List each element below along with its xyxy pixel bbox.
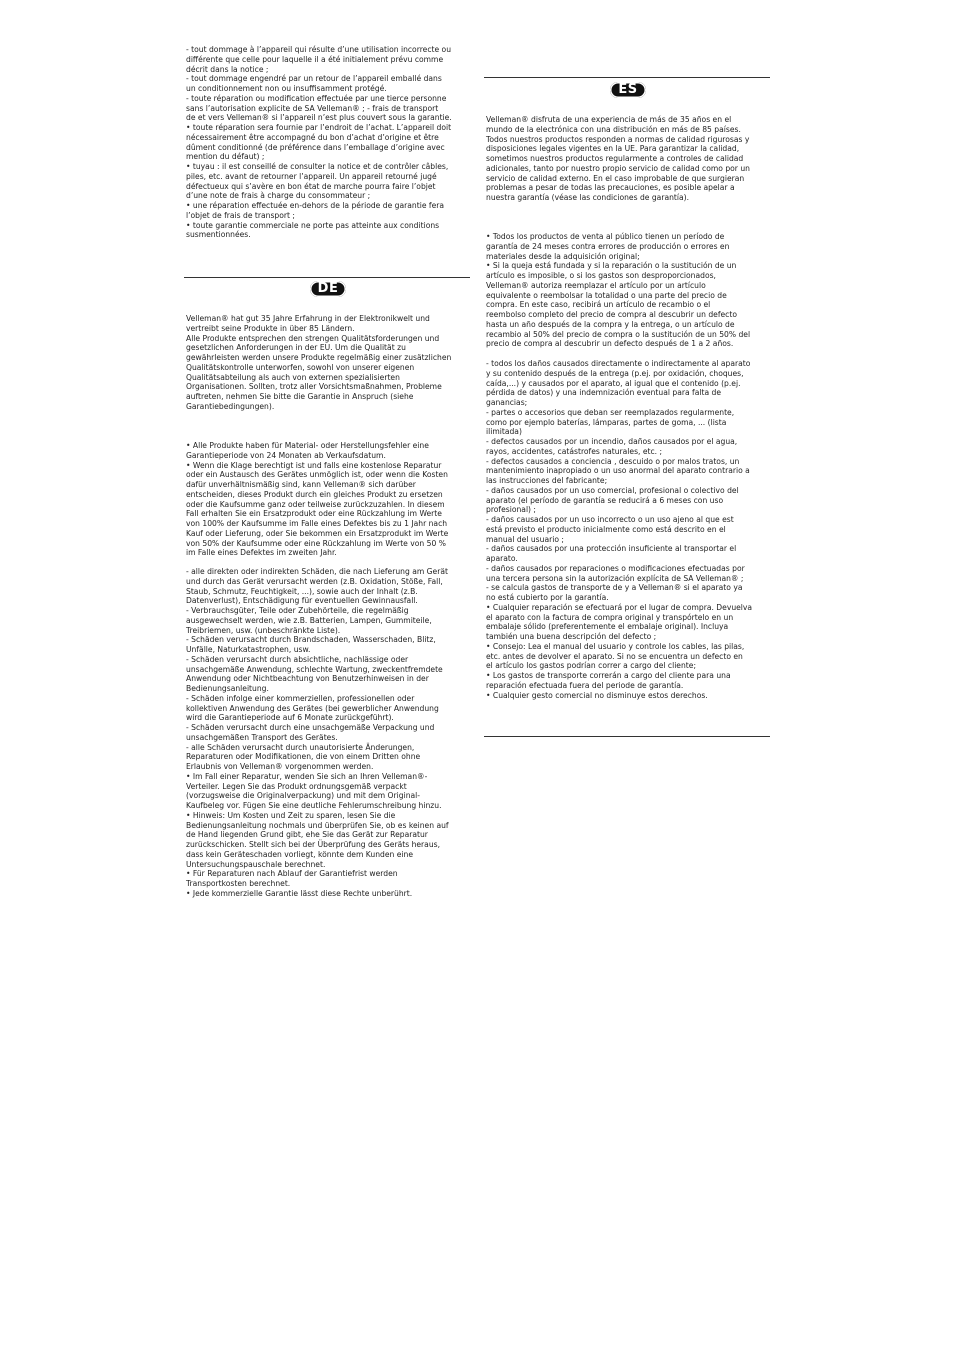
fr-guarantee-continuation: - tout dommage à l’appareil qui résulte d’une utilisation incorrecte ou différente que celle pour laquelle il a été initialement prévu comme décrit dans la notice ; - tout dommage engendré par un retour de l’appareil emballé dans un conditionnement non ou insuffisamment protégé. - toute réparation ou modification effectuée par une tierce personne sans l’autorisation explicite de SA Velleman® ; - frais de transport de et vers Velleman® si l’appareil n’est plus couvert sous la garantie. • toute réparation sera fournie par l’endroit de l’achat. L’appareil doit nécessairement être accompagné du bon d’achat d’origine et être dûment conditionné (de préférence dans l’emballage d’origine avec mention du défaut) ; • tuyau : il est conseillé de consulter la notice et de contrôler câbles, piles, etc. avant de retourner l’appareil. Un appareil retourné jugé défectueux qui s’avère en bon état de marche pourra faire l’objet d’une note de frais à charge du consommateur ; • une réparation effectuée en-dehors de la période de garantie fera l’objet de frais de transport ; • toute garantie commerciale ne porte pas atteinte aux conditions susmentionnées. (186, 45, 452, 240)
es-language-badge: ES (610, 82, 646, 98)
es-section-divider (484, 77, 770, 78)
es-guarantee-exclusions: - todos los daños causados directamente o indirectamente al aparato y su contenido después de la entrega (p.ej. por oxidación, choques, caída,...) y causados por el aparato, al igual que el contenido (p.ej. pérdida de datos) y una indemnización eventual para falta de ganancias; - partes o accesorios que deban ser reemplazados regularmente, como por ejemplo baterías, lámparas, partes de goma, ... (lista ilimitada) - defectos causados por un incendio, daños causados por el agua, rayos, accidentes, catástrofes naturales, etc. ; - defectos causados a conciencia , descuido o por malos tratos, un mantenimiento inapropiado o un uso anormal del aparato contrario a las instrucciones del fabricante; - daños causados por un uso comercial, profesional o colectivo del aparato (el período de garantía se reducirá a 6 meses con uso profesional) ; - daños causados por un uso incorrecto o un uso ajeno al que est está previsto el producto inicialmente como está descrito en el manual del usuario ; - daños causados por una protección insuficiente al transportar el aparato. - daños causados por reparaciones o modificaciones efectuadas por una tercera persona sin la autorización explícita de SA Velleman® ; - se calcula gastos de transporte de y a Velleman® si el aparato ya no está cubierto por la garantía. • Cualquier reparación se efectuará por el lugar de compra. Devuelva el aparato con la factura de compra original y transpórtelo en un embalaje sólido (preferentemente el embalaje original). Incluya también una buena descripción del defecto ; • Consejo: Lea el manual del usuario y controle los cables, las pilas, etc. antes de devolver el aparato. Si no se encuentra un defecto en el artículo los gastos podrían correr a cargo del cliente; • Los gastos de transporte correrán a cargo del cliente para una reparación efectuada fuera del periode de garantía. • Cualquier gesto comercial no disminuye estos derechos. (486, 359, 753, 700)
de-language-badge: DE (310, 281, 346, 297)
de-section-divider (184, 277, 470, 278)
es-intro-paragraph: Velleman® disfruta de una experiencia de más de 35 años en el mundo de la electrónica con una distribución en más de 85 países. Todos nuestros productos responden a normas de calidad rigurosas y disposiciones legales vigentes en la UE. Para garantizar la calidad, sometimos nuestros productos regularmente a controles de calidad adicionales, tanto por nuestro propio servicio de calidad como por un servicio de calidad externo. En el caso improbable de que surgieran problemas a pesar de todas las precauciones, es posible apelar a nuestra garantía (véase las condiciones de garantía). (486, 115, 750, 202)
de-guarantee-terms: • Alle Produkte haben für Material- oder Herstellungsfehler eine Garantieperiode von 24 Monaten ab Verkaufsdatum. • Wenn die Klage berechtigt ist und falls eine kostenlose Reparatur oder ein Austausch des Gerätes unmöglich ist, oder wenn die Kosten dafür unverhältnismäßig sind, kann Velleman® sich darüber entscheiden, dieses Produkt durch ein gleiches Produkt zu ersetzen oder die Kaufsumme ganz oder teilweise zurückzuzahlen. In diesem Fall erhalten Sie ein Ersatzprodukt oder eine Rückzahlung im Werte von 100% der Kaufsumme im Falle eines Defektes bis zu 1 Jahr nach Kauf oder Lieferung, oder Sie bekommen ein Ersatzprodukt im Werte von 50% der Kaufsumme oder eine Rückzahlung im Werte von 50 % im Falle eines Defektes im zweiten Jahr. (186, 441, 449, 558)
de-intro-paragraph: Velleman® hat gut 35 Jahre Erfahrung in der Elektronikwelt und vertreibt seine Produkte in über 85 Ländern. Alle Produkte entsprechen den strengen Qualitätsforderungen und gesetzlichen Anforderungen in der EU. Um die Qualität zu gewährleisten werden unsere Produkte regelmäßig einer zusätzlichen Qualitätskontrolle unterworfen, sowohl von unserer eigenen Qualitätsabteilung als auch von externen spezialisierten Organisationen. Sollten, trotz aller Vorsichtsmaßnahmen, Probleme auftreten, nehmen Sie bitte die Garantie in Anspruch (siehe Garantiebedingungen). (186, 314, 452, 411)
es-section-end-rule (484, 736, 770, 737)
es-guarantee-terms: • Todos los productos de venta al público tienen un período de garantía de 24 meses contra errores de producción o errores en materiales desde la adquisición original; • Si la queja está fundada y si la reparación o la sustitución de un artículo es imposible, o si los gastos son desproporcionados, Velleman® autoriza reemplazar el artículo por un artículo equivalente o reembolsar la totalidad o una parte del precio de compra. En este caso, recibirá un artículo de recambio o el reembolso completo del precio de compra al descubrir un defecto hasta un año después de la compra y la entrega, o un artículo de recambio al 50% del precio de compra o la sustitución de un 50% del precio de compra al descubrir un defecto después de 1 a 2 años. (486, 232, 751, 349)
de-guarantee-exclusions: - alle direkten oder indirekten Schäden, die nach Lieferung am Gerät und durch das Gerät verursacht werden (z.B. Oxidation, Stöße, Fall, Staub, Schmutz, Feuchtigkeit, ...), sowie auch der Inhalt (z.B. Datenverlust), Entschädigung für eventuellen Gewinnausfall. - Verbrauchsgüter, Teile oder Zubehörteile, die regelmäßig ausgewechselt werden, wie z.B. Batterien, Lampen, Gummiteile, Treibriemen, usw. (unbeschränkte Liste). - Schäden verursacht durch Brandschaden, Wasserschaden, Blitz, Unfälle, Naturkatastrophen, usw. - Schäden verursacht durch absichtliche, nachlässige oder unsachgemäße Anwendung, schlechte Wartung, zweckentfremdete Anwendung oder Nichtbeachtung von Benutzerhinweisen in der Bedienungsanleitung. - Schäden infolge einer kommerziellen, professionellen oder kollektiven Anwendung des Gerätes (bei gewerblicher Anwendung wird die Garantieperiode auf 6 Monate zurückgeführt). - Schäden verursacht durch eine unsachgemäße Verpackung und unsachgemäßen Transport des Gerätes. - alle Schäden verursacht durch unautorisierte Änderungen, Reparaturen oder Modifikationen, die von einem Dritten ohne Erlaubnis von Velleman® vorgenommen werden. • Im Fall einer Reparatur, wenden Sie sich an Ihren Velleman®- Verteiler. Legen Sie das Produkt ordnungsgemäß verpackt (vorzugsweise die Originalverpackung) und mit dem Original- Kaufbeleg vor. Fügen Sie eine deutliche Fehlerumschreibung hinzu. • Hinweis: Um Kosten und Zeit zu sparen, lesen Sie die Bedienungsanleitung nochmals und überprüfen Sie, ob es keinen auf de Hand liegenden Grund gibt, ehe Sie das Gerät zur Reparatur zurückschicken. Stellt sich bei der Überprüfung des Geräts heraus, dass kein Geräteschaden vorliegt, könnte dem Kunden eine Untersuchungspauschale berechnet. • Für Reparaturen nach Ablauf der Garantiefrist werden Transportkosten berechnet. • Jede kommerzielle Garantie lässt diese Rechte unberührt. (186, 567, 449, 898)
